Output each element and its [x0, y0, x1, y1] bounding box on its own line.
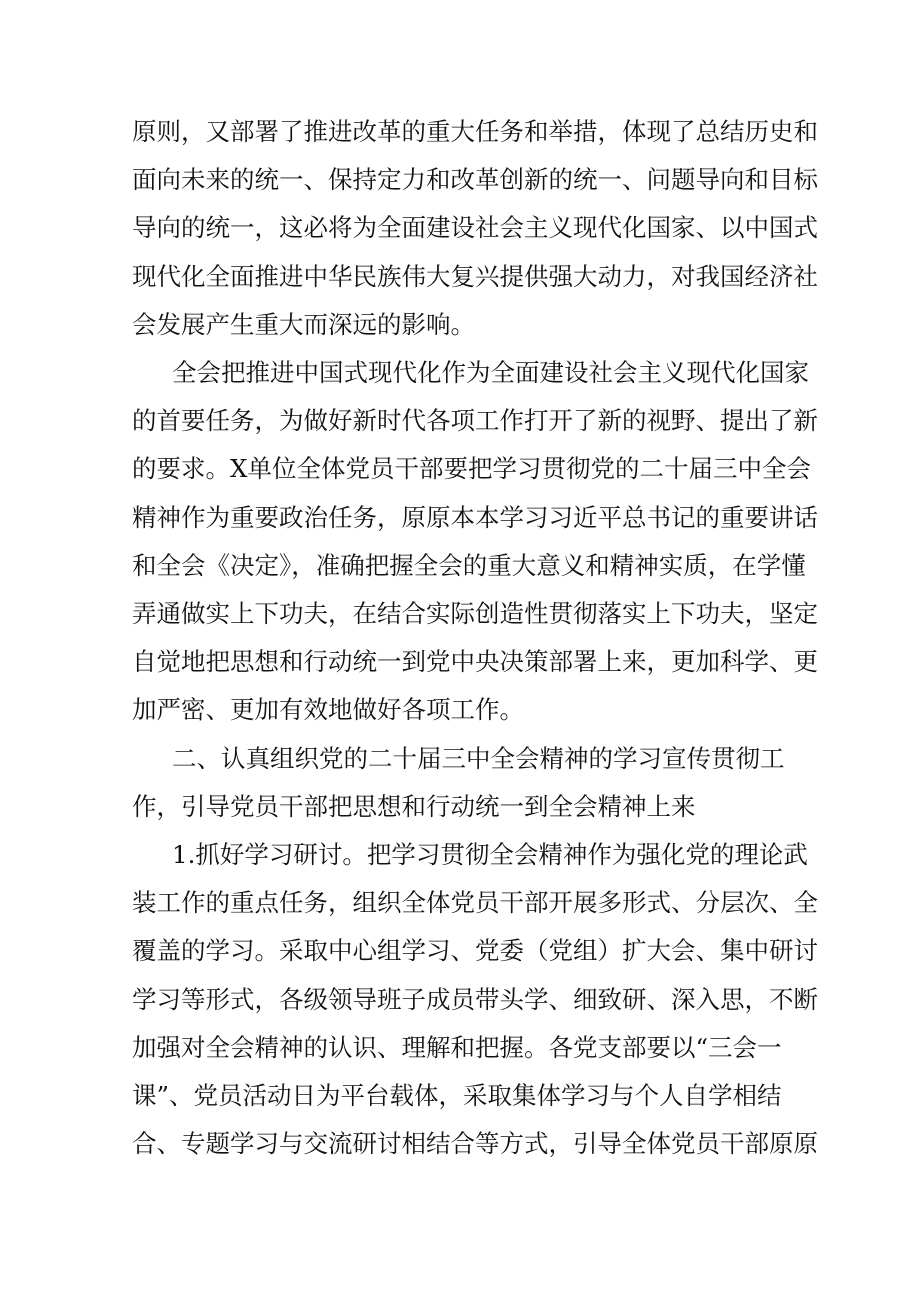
text-line: 加严密、更加有效地做好各项工作。: [132, 695, 524, 725]
text-line: 作，引导党员干部把思想和行动统一到全会精神上来: [132, 791, 696, 821]
document-body: [132, 108, 818, 1168]
text-line: 的首要任务，为做好新时代各项工作打开了新的视野、提出了新: [132, 406, 818, 436]
text-line: 加强对全会精神的认识、理解和把握。各党支部要以“三会一: [132, 1032, 782, 1062]
text-line: 精神作为重要政治任务，原原本本学习习近平总书记的重要讲话: [132, 502, 818, 532]
text-line: 学习等形式，各级领导班子成员带头学、细致研、深入思，不断: [132, 984, 818, 1014]
paragraph-p1: [132, 108, 818, 349]
text-line: 覆盖的学习。采取中心组学习、党委（党组）扩大会、集中研讨: [132, 936, 818, 966]
text-line: 面向未来的统一、保持定力和改革创新的统一、问题导向和目标: [132, 165, 818, 195]
text-line: 装工作的重点任务，组织全体党员干部开展多形式、分层次、全: [132, 888, 818, 918]
text-line: 二、认真组织党的二十届三中全会精神的学习宣传贯彻工: [172, 743, 785, 773]
paragraph-p4: [132, 831, 818, 1168]
text-line: 原则，又部署了推进改革的重大任务和举措，体现了总结历史和: [132, 117, 818, 146]
text-line: 导向的统一，这必将为全面建设社会主义现代化国家、以中国式: [132, 213, 818, 243]
text-line: 课”、党员活动日为平台载体，采取集体学习与个人自学相结: [132, 1081, 782, 1111]
paragraph-p3: [132, 735, 786, 831]
text-line: 和全会《决定》，准确把握全会的重大意义和精神实质，在学懂: [132, 550, 806, 580]
text-line: 的要求。X单位全体党员干部要把学习贯彻党的二十届三中全会: [132, 454, 811, 484]
paragraph-p2: [132, 349, 818, 735]
text-line: 现代化全面推进中华民族伟大复兴提供强大动力，对我国经济社: [132, 261, 818, 291]
text-line: 自觉地把思想和行动统一到党中央决策部署上来，更加科学、更: [132, 647, 818, 677]
text-line: 全会把推进中国式现代化作为全面建设社会主义现代化国家: [172, 358, 809, 388]
text-line: 合、专题学习与交流研讨相结合等方式，引导全体党员干部原原: [132, 1129, 818, 1159]
text-line: 1.抓好学习研讨。把学习贯彻全会精神作为强化党的理论武: [172, 840, 808, 870]
text-line: 弄通做实上下功夫，在结合实际创造性贯彻落实上下功夫，坚定: [132, 599, 818, 629]
text-line: 会发展产生重大而深远的影响。: [132, 309, 475, 339]
